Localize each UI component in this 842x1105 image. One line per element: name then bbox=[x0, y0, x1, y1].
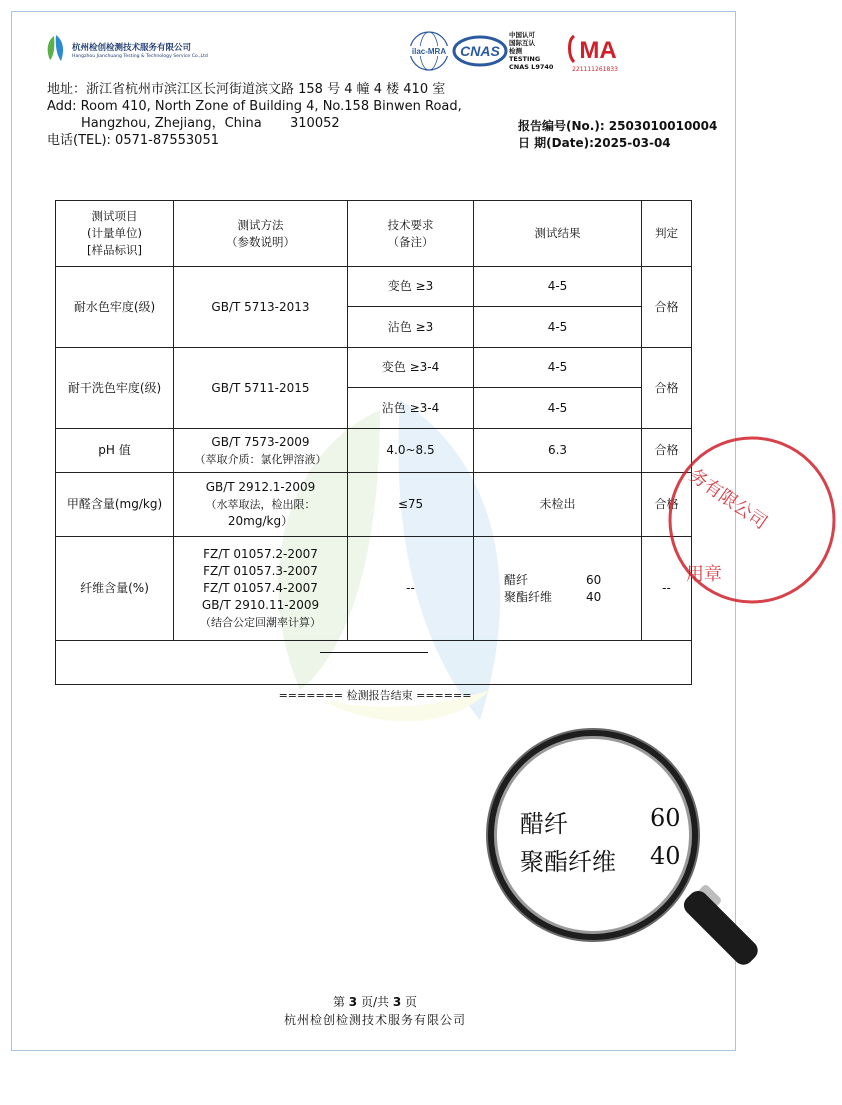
magnified-fiber-name: 聚酯纤维 bbox=[520, 848, 616, 876]
cma-text: MA bbox=[579, 37, 617, 64]
item-water: 耐水色牢度(级) bbox=[56, 267, 174, 348]
table-row bbox=[56, 348, 692, 388]
method-ph: GB/T 7573-2009 （萃取介质：氯化钾溶液） bbox=[174, 429, 348, 473]
cnas-text: CNAS bbox=[460, 43, 500, 59]
magnified-fiber-name: 醋纤 bbox=[520, 810, 568, 838]
requirement-cell: 变色 ≥3-4 bbox=[348, 348, 474, 388]
fiber-result-line bbox=[504, 589, 639, 606]
cnas-line: 中国认可 bbox=[509, 31, 535, 39]
item-ph: pH 值 bbox=[56, 429, 174, 473]
result-cell: 4-5 bbox=[474, 388, 642, 429]
cnas-line: 国际互认 bbox=[509, 39, 535, 47]
method-dry-cleaning: GB/T 5711-2015 bbox=[174, 348, 348, 429]
method-formaldehyde: GB/T 2912.1-2009 （水萃取法，检出限： 20mg/kg） bbox=[174, 473, 348, 537]
magnifier-lens bbox=[488, 730, 698, 940]
requirement-cell: 沾色 ≥3-4 bbox=[348, 388, 474, 429]
table-row bbox=[56, 267, 692, 307]
cnas-logo bbox=[452, 30, 508, 72]
requirement-cell: ≤75 bbox=[348, 473, 474, 537]
ilac-text: ilac-MRA bbox=[411, 47, 447, 56]
header-result: 测试结果 bbox=[474, 201, 642, 267]
cnas-line: TESTING bbox=[509, 55, 541, 63]
ilac-mra-logo bbox=[404, 30, 454, 72]
method-fiber: FZ/T 01057.2-2007 FZ/T 01057.3-2007 FZ/T 01057.4-2007 GB/T 2910.11-2009 （结合公定回潮率计算） bbox=[174, 537, 348, 641]
result-cell: 6.3 bbox=[474, 429, 642, 473]
magnified-fiber-value: 60 bbox=[650, 804, 681, 832]
telephone: 电话(TEL): 0571-87553051 bbox=[47, 133, 219, 148]
verdict-cell: 合格 bbox=[642, 429, 692, 473]
requirement-cell: 4.0~8.5 bbox=[348, 429, 474, 473]
result-cell: 4-5 bbox=[474, 307, 642, 348]
report-end-text: ======= 检测报告结束 ====== bbox=[278, 689, 472, 702]
address-en-line1: Add: Room 410, North Zone of Building 4, No.158 Binwen Road, bbox=[47, 99, 462, 114]
magnified-fiber-value: 40 bbox=[650, 842, 681, 870]
item-formaldehyde: 甲醛含量(mg/kg) bbox=[56, 473, 174, 537]
fiber-result-line bbox=[504, 572, 639, 589]
fiber-name: 聚酯纤维 bbox=[504, 589, 553, 604]
seal-text: 务有限公司 bbox=[685, 464, 771, 534]
signature-line bbox=[320, 652, 428, 653]
blank-row bbox=[56, 641, 692, 685]
address-postcode: 310052 bbox=[290, 116, 340, 131]
item-fiber: 纤维含量(%) bbox=[56, 537, 174, 641]
header-method: 测试方法 （参数说明） bbox=[174, 201, 348, 267]
result-cell: 4-5 bbox=[474, 267, 642, 307]
fiber-name: 醋纤 bbox=[504, 572, 529, 587]
header-requirement: 技术要求 （备注） bbox=[348, 201, 474, 267]
seal-sub-text: 用章 bbox=[686, 564, 722, 585]
result-cell: 未检出 bbox=[474, 473, 642, 537]
company-name-cn: 杭州检创检测技术服务有限公司 bbox=[72, 43, 192, 53]
verdict-cell: 合格 bbox=[642, 267, 692, 348]
requirement-cell: 沾色 ≥3 bbox=[348, 307, 474, 348]
verdict-cell: 合格 bbox=[642, 473, 692, 537]
blank-cell bbox=[56, 641, 692, 685]
table-row bbox=[56, 429, 692, 473]
fiber-value: 60 bbox=[586, 572, 602, 587]
verdict-cell: -- bbox=[642, 537, 692, 641]
header-verdict: 判定 bbox=[642, 201, 692, 267]
cnas-accreditation-text bbox=[509, 31, 553, 71]
company-seal bbox=[662, 430, 842, 610]
company-name-en: Hangzhou Jianchuang Testing & Technology Service Co.,Ltd bbox=[72, 54, 208, 59]
result-cell: 4-5 bbox=[474, 348, 642, 388]
table-row bbox=[56, 537, 692, 641]
method-water: GB/T 5713-2013 bbox=[174, 267, 348, 348]
fiber-value: 40 bbox=[586, 589, 602, 604]
page-number: 第 3 页/共 3 页 bbox=[332, 995, 418, 1009]
footer-company: 杭州检创检测技术服务有限公司 bbox=[283, 1013, 466, 1027]
table-header-row bbox=[56, 201, 692, 267]
requirement-cell: 变色 ≥3 bbox=[348, 267, 474, 307]
table-row bbox=[56, 473, 692, 537]
item-dry-cleaning: 耐干洗色牢度(级) bbox=[56, 348, 174, 429]
requirement-cell: -- bbox=[348, 537, 474, 641]
result-fiber bbox=[474, 537, 642, 641]
report-date: 日 期(Date):2025-03-04 bbox=[518, 136, 671, 150]
cma-number: 221111261833 bbox=[572, 66, 618, 73]
header-item: 测试项目 (计量单位) [样品标识] bbox=[56, 201, 174, 267]
address-cn: 地址：浙江省杭州市滨江区长河街道滨文路 158 号 4 幢 4 楼 410 室 bbox=[47, 82, 446, 97]
test-results-table bbox=[55, 200, 692, 685]
cnas-line: 检测 bbox=[509, 47, 522, 55]
verdict-cell: 合格 bbox=[642, 348, 692, 429]
report-number: 报告编号(No.): 2503010010004 bbox=[518, 119, 718, 133]
address-en-line2: Hangzhou, Zhejiang，China bbox=[81, 116, 262, 131]
company-logo-icon bbox=[44, 34, 66, 62]
cnas-line: CNAS L9740 bbox=[509, 63, 554, 71]
